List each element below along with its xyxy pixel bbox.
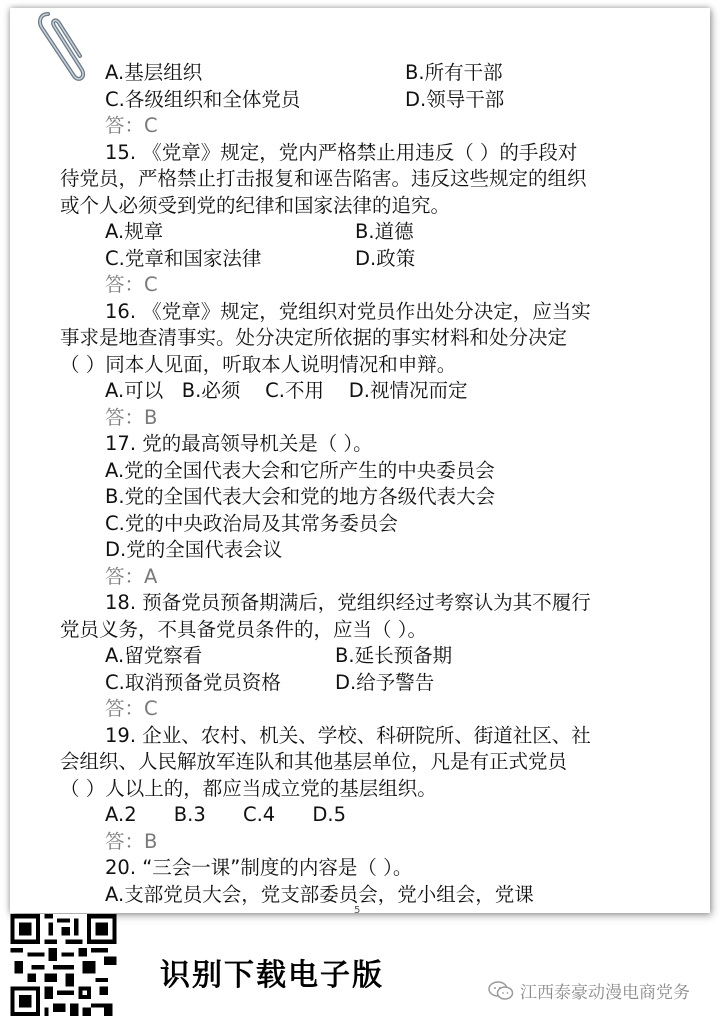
wechat-icon <box>488 981 514 1001</box>
question-19-line1: 19. 企业、农村、机关、学校、科研院所、街道社区、社 <box>105 723 591 747</box>
answer-16: 答：B <box>105 405 158 429</box>
answer-18: 答：C <box>105 697 158 720</box>
question-17-line1: 17. 党的最高领导机关是（ ）。 <box>105 432 373 455</box>
question-18-line1: 18. 预备党员预备期满后，党组织经过考察认为其不履行 <box>105 591 591 614</box>
option-b: B.延长预备期 <box>335 644 453 667</box>
question-18-line2: 党员义务，不具备党员条件的，应当（ ）。 <box>60 617 427 641</box>
option-d: D.党的全国代表会议 <box>105 538 283 561</box>
option-a: A.基层组织 <box>105 61 203 84</box>
option-c: C.各级组织和全体党员 <box>105 87 301 111</box>
option-b: B.党的全国代表大会和党的地方各级代表大会 <box>105 485 496 508</box>
option-d: D.领导干部 <box>405 87 505 111</box>
option-d: D.给予警告 <box>335 670 435 694</box>
option-c: C.党章和国家法律 <box>105 246 262 270</box>
question-15-line2: 待党员，严格禁止打击报复和诬告陷害。违反这些规定的组织 <box>60 167 587 190</box>
question-16-line1: 16. 《党章》规定，党组织对党员作出处分决定，应当实 <box>105 299 591 323</box>
option-c: C.党的中央政治局及其常务委员会 <box>105 511 398 535</box>
question-19-line2: 会组织、人民解放军连队和其他基层单位，凡是有正式党员 <box>60 750 568 773</box>
question-16-line3: （ ）同本人见面，听取本人说明情况和申辩。 <box>60 352 457 376</box>
option-b: B.道德 <box>355 220 414 243</box>
brand-watermark <box>488 978 690 1003</box>
option-c: C.取消预备党员资格 <box>105 670 281 694</box>
option-a: A.支部党员大会，党支部委员会，党小组会，党课 <box>105 882 534 906</box>
question-16-line2: 事求是地查清事实。处分决定所依据的事实材料和处分决定 <box>60 326 568 349</box>
question-19-options: A.2 B.3 C.4 D.5 <box>105 803 346 826</box>
brand-name: 江西泰豪动漫电商党务 <box>520 983 690 1003</box>
download-caption: 识别下载电子版 <box>160 958 384 993</box>
option-a: A.规章 <box>105 220 164 243</box>
question-16-options: A.可以 B.必须 C.不用 D.视情况而定 <box>105 379 468 402</box>
qr-code-icon[interactable] <box>10 914 117 1016</box>
question-15-line3: 或个人必须受到党的纪律和国家法律的追究。 <box>60 193 451 217</box>
question-list <box>60 60 700 908</box>
answer-19: 答：B <box>105 829 158 853</box>
document-page <box>10 8 710 913</box>
answer-14: 答：C <box>105 114 158 137</box>
answer-17: 答：A <box>105 564 158 588</box>
answer-15: 答：C <box>105 273 158 296</box>
question-19-line3: （ ）人以上的，都应当成立党的基层组织。 <box>60 776 437 800</box>
question-15-line1: 15. 《党章》规定，党内严格禁止用违反（ ）的手段对 <box>105 140 578 164</box>
page-number: 5 <box>354 905 361 916</box>
option-b: B.所有干部 <box>405 61 503 84</box>
option-a: A.留党察看 <box>105 644 203 667</box>
question-20-line1: 20. “三会一课”制度的内容是（ ）。 <box>105 856 413 879</box>
option-a: A.党的全国代表大会和它所产生的中央委员会 <box>105 458 495 482</box>
option-d: D.政策 <box>355 246 416 270</box>
